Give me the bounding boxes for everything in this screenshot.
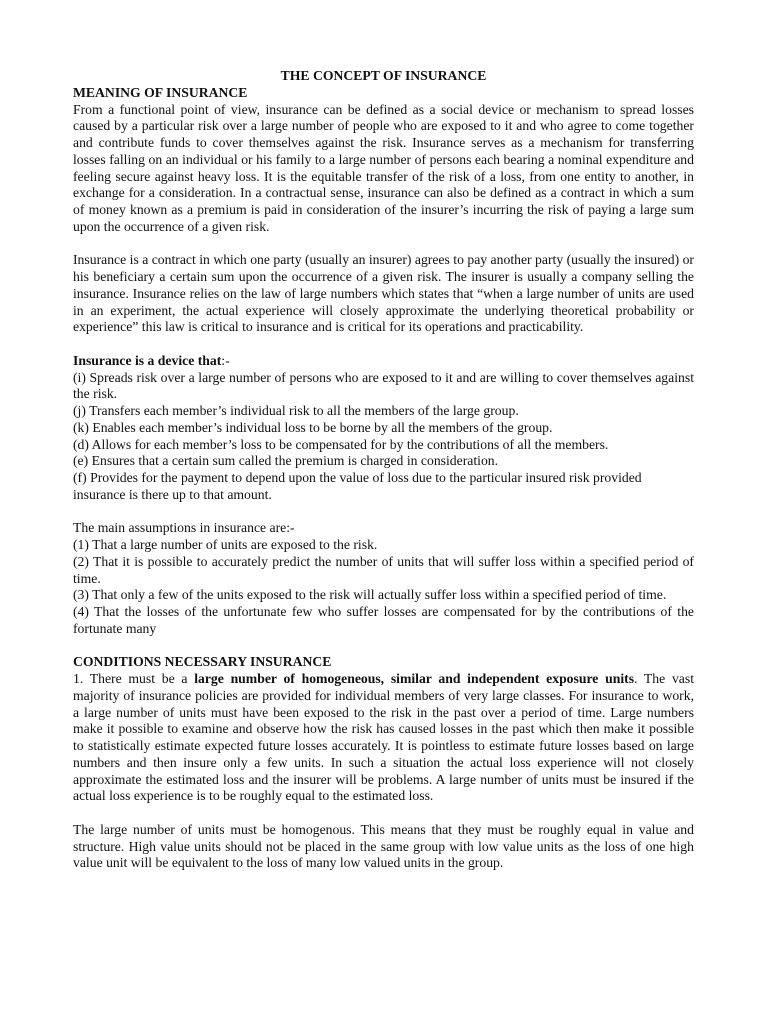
assumption-item: (2) That it is possible to accurately predict the number of units that will suffer loss within a specified period of time. <box>73 553 694 586</box>
assumption-item: (4) That the losses of the unfortunate few who suffer losses are compensated for by the contributions of the fortunate many <box>73 604 694 636</box>
condition-1-paragraph <box>73 671 694 805</box>
device-heading-suffix: :- <box>221 352 230 368</box>
device-item: (i) Spreads risk over a large number of persons who are exposed to it and are willing to cover themselves against the risk. <box>73 369 694 402</box>
condition-1-prefix: 1. There must be a <box>73 671 195 686</box>
spacer <box>73 336 694 353</box>
assumptions-intro: The main assumptions in insurance are:- <box>73 520 295 536</box>
device-item: (f) Provides for the payment to depend upon the value of loss due to the particular insured risk provided insurance is there up to that amount. <box>73 470 642 502</box>
condition-1-rest: . The vast majority of insurance policies are provided for individual members of very large classes. For insurance to work, a large number of units must have been exposed to the risk in the past over a period of time. Large numbers make it possible to examine and observe how the risk has caused losses in the past which then make it possible to statistically estimate expected future losses accurately. It is pointless to estimate future losses based on large numbers and then insure only a few units. In such a situation the actual loss experience will not closely approximate the estimated loss and the insurer will be problems. A large number of units must be insured if the actual loss experience is to be roughly equal to the estimated loss. <box>73 671 694 804</box>
device-item: (k) Enables each member’s individual loss to be borne by all the members of the group. <box>73 419 553 435</box>
document-page <box>73 68 694 872</box>
assumption-item: (3) That only a few of the units exposed to the risk will actually suffer loss within a specified period of time. <box>73 587 667 603</box>
assumption-item: (1) That a large number of units are exposed to the risk. <box>73 537 378 552</box>
device-heading-line <box>73 353 694 370</box>
document-title: THE CONCEPT OF INSURANCE <box>280 68 487 83</box>
conditions-heading: CONDITIONS NECESSARY INSURANCE <box>73 654 332 670</box>
spacer <box>73 638 694 655</box>
meaning-paragraph-1: From a functional point of view, insurance can be defined as a social device or mechanism to spread losses caused by a particular risk over a large number of people who are exposed to it and who agree to come together and contribute funds to cover themselves against the risk. Insurance serves as a mechanism for transferring losses falling on an individual or his family to a large number of persons each bearing a nominal expenditure and feeling secure against heavy loss. It is the equitable transfer of the risk of a loss, from one entity to another, in exchange for a consideration. In a contractual sense, insurance can also be defined as a contract in which a sum of money known as a premium is paid in consideration of the insurer’s incurring the risk of paying a large sum upon the occurrence of a given risk. <box>73 101 694 234</box>
spacer <box>73 236 694 253</box>
device-item: (j) Transfers each member’s individual risk to all the members of the large group. <box>73 403 519 418</box>
spacer <box>73 805 694 822</box>
device-item: (d) Allows for each member’s loss to be compensated for by the contributions of all the members. <box>73 436 609 452</box>
meaning-heading: MEANING OF INSURANCE <box>73 84 248 100</box>
device-heading: Insurance is a device that <box>73 352 222 368</box>
condition-1-bold: large number of homogeneous, similar and independent exposure units <box>194 671 635 686</box>
spacer <box>73 504 694 521</box>
meaning-paragraph-2: Insurance is a contract in which one party (usually an insurer) agrees to pay another party (usually the insured) or his beneficiary a certain sum upon the occurrence of a given risk. The insurer is usually a company selling the insurance. Insurance relies on the law of large numbers which states that “when a large number of units are used in an experiment, the actual experience will closely approximate the underlying theoretical probability or experience” this law is critical to insurance and is critical for its operations and practicability. <box>73 252 694 335</box>
device-item: (e) Ensures that a certain sum called the premium is charged in consideration. <box>73 453 499 469</box>
homogenous-paragraph: The large number of units must be homogenous. This means that they must be roughly equal in value and structure. High value units should not be placed in the same group with low value units as the loss of one high value unit will be equivalent to the loss of many low valued units in the group. <box>73 821 694 871</box>
